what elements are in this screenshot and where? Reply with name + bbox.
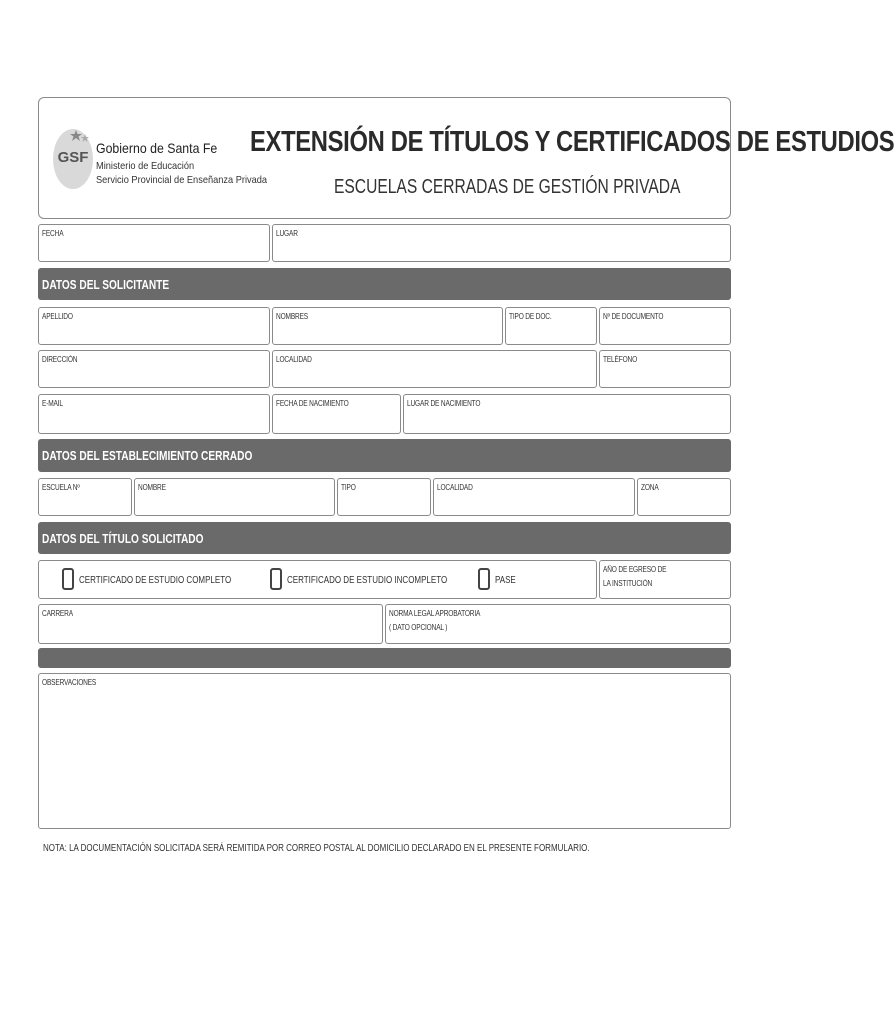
establecimiento-tipo-label: TIPO — [341, 483, 356, 492]
observaciones-field[interactable] — [38, 673, 731, 829]
org-name: Gobierno de Santa Fe — [96, 140, 218, 156]
norma-legal-field[interactable] — [385, 604, 731, 644]
nombres-field[interactable] — [272, 307, 503, 345]
email-field[interactable] — [38, 394, 270, 434]
establecimiento-localidad-label: LOCALIDAD — [437, 483, 473, 492]
fecha-label: FECHA — [42, 229, 64, 238]
localidad-label: LOCALIDAD — [276, 355, 312, 364]
zona-label: ZONA — [641, 483, 659, 492]
nota-text: NOTA: LA DOCUMENTACIÓN SOLICITADA SERÁ REMITIDA POR CORREO POSTAL AL DOMICILIO DECLARADO EN EL PRESENTE FORMULARIO. — [43, 843, 590, 854]
certificado-incompleto-checkbox[interactable] — [270, 568, 282, 590]
section-establecimiento-heading: DATOS DEL ESTABLECIMIENTO CERRADO — [38, 439, 731, 472]
fecha-nacimiento-field[interactable] — [272, 394, 401, 434]
escuela-nro-field[interactable] — [38, 478, 132, 516]
establecimiento-localidad-field[interactable] — [433, 478, 635, 516]
direccion-field[interactable] — [38, 350, 270, 388]
gsf-logo-icon — [51, 126, 95, 192]
lugar-nacimiento-label: LUGAR DE NACIMIENTO — [407, 399, 481, 408]
form-title: EXTENSIÓN DE TÍTULOS Y CERTIFICADOS DE ESTUDIOS — [250, 126, 894, 158]
nro-documento-label: Nº DE DOCUMENTO — [603, 312, 664, 321]
fecha-nacimiento-label: FECHA DE NACIMIENTO — [276, 399, 349, 408]
lugar-nacimiento-field[interactable] — [403, 394, 731, 434]
establecimiento-tipo-field[interactable] — [337, 478, 431, 516]
observaciones-label: OBSERVACIONES — [42, 678, 97, 687]
norma-legal-label-1: NORMA LEGAL APROBATORIA — [389, 609, 481, 618]
section-divider-bar — [38, 648, 731, 668]
establecimiento-nombre-label: NOMBRE — [138, 483, 166, 492]
section-solicitante-heading: DATOS DEL SOLICITANTE — [38, 268, 731, 300]
fecha-field[interactable] — [38, 224, 270, 262]
zona-field[interactable] — [637, 478, 731, 516]
norma-legal-label-2: ( DATO OPCIONAL ) — [389, 623, 448, 632]
apellido-field[interactable] — [38, 307, 270, 345]
pase-checkbox[interactable] — [478, 568, 490, 590]
carrera-field[interactable] — [38, 604, 383, 644]
email-label: E-MAIL — [42, 399, 63, 408]
establecimiento-nombre-field[interactable] — [134, 478, 335, 516]
direccion-label: DIRECCIÓN — [42, 355, 78, 364]
tipo-doc-label: TIPO DE DOC. — [509, 312, 552, 321]
anio-egreso-field[interactable] — [599, 560, 731, 599]
anio-egreso-label-1: AÑO DE EGRESO DE — [603, 565, 667, 574]
section-titulo-heading: DATOS DEL TÍTULO SOLICITADO — [38, 522, 731, 554]
certificado-completo-label: CERTIFICADO DE ESTUDIO COMPLETO — [79, 575, 232, 586]
lugar-field[interactable] — [272, 224, 731, 262]
escuela-nro-label: ESCUELA Nº — [42, 483, 80, 492]
carrera-label: CARRERA — [42, 609, 73, 618]
certificado-completo-checkbox[interactable] — [62, 568, 74, 590]
apellido-label: APELLIDO — [42, 312, 73, 321]
anio-egreso-label-2: LA INSTITUCIÓN — [603, 579, 653, 588]
localidad-field[interactable] — [272, 350, 597, 388]
form-subtitle: ESCUELAS CERRADAS DE GESTIÓN PRIVADA — [334, 176, 681, 198]
certificado-incompleto-label: CERTIFICADO DE ESTUDIO INCOMPLETO — [287, 575, 448, 586]
pase-label: PASE — [495, 575, 516, 586]
lugar-label: LUGAR — [276, 229, 298, 238]
service-name: Servicio Provincial de Enseñanza Privada — [96, 174, 268, 186]
tipo-doc-field[interactable] — [505, 307, 597, 345]
telefono-label: TELÉFONO — [603, 355, 638, 364]
telefono-field[interactable] — [599, 350, 731, 388]
form-header — [38, 97, 894, 219]
nombres-label: NOMBRES — [276, 312, 309, 321]
ministry-name: Ministerio de Educación — [96, 160, 195, 172]
nro-documento-field[interactable] — [599, 307, 731, 345]
svg-text:GSF: GSF — [57, 149, 89, 166]
